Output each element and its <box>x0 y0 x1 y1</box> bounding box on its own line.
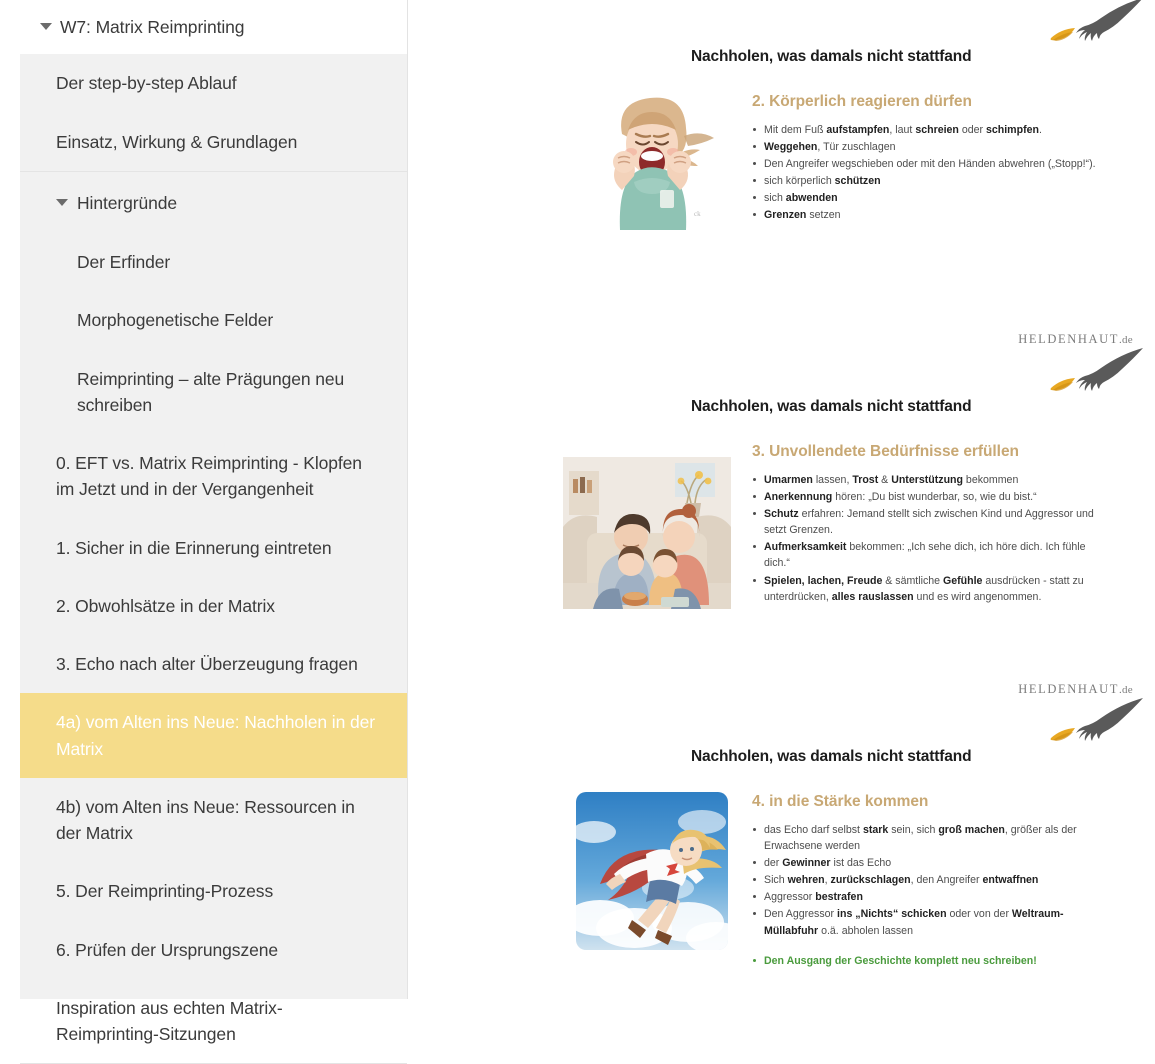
slides-viewer[interactable] <box>408 0 1155 999</box>
sidebar-item-label: Reimprinting – alte Prägungen neu schreiben <box>77 368 345 415</box>
bullet-emphasis: abwenden <box>785 192 838 205</box>
bullet-item <box>764 906 1108 938</box>
bullet-text: Den Angreifer wegschieben oder mit den Händen abwehren („Stopp!“). <box>764 158 1096 171</box>
bullet-text: & sämtliche <box>882 574 943 587</box>
slide-bullet-list <box>748 122 1108 225</box>
bullet-text: und es wird angenommen. <box>913 590 1042 603</box>
bullet-text: sein, sich <box>888 824 939 836</box>
sidebar-item-11[interactable] <box>20 693 407 778</box>
slide-bullet-list <box>748 472 1108 606</box>
hand-reaching-icon <box>1025 346 1145 398</box>
bullet-emphasis: Gefühle <box>942 574 983 587</box>
svg-text:ck: ck <box>694 210 701 218</box>
bullet-text: Sich <box>764 874 788 887</box>
course-sidebar <box>0 0 408 1044</box>
bullet-emphasis: aufstampfen <box>826 124 890 136</box>
bullet-text: , den Angreifer <box>910 874 983 887</box>
sidebar-item-12[interactable] <box>20 778 407 863</box>
bullet-item <box>764 122 1108 138</box>
bullet-emphasis: ins „Nichts“ schicken <box>837 908 947 921</box>
flying-superhero-girl-illustration <box>576 792 728 950</box>
slide-bullet-list <box>748 822 1108 970</box>
bullet-emphasis: Trost <box>852 474 879 486</box>
brand-tld: .de <box>1118 334 1133 346</box>
brand-name: HELDENHAUT <box>1018 332 1119 346</box>
sidebar-item-label: 5. Der Reimprinting-Prozess <box>56 881 274 902</box>
bullet-text: lassen, <box>812 474 853 486</box>
sidebar-list <box>20 0 408 1044</box>
chevron-down-icon[interactable] <box>56 199 68 206</box>
sidebar-item-label: Hintergründe <box>77 192 177 213</box>
sidebar-item-9[interactable] <box>20 577 407 635</box>
bullet-text: , Tür zuschlagen <box>817 141 896 154</box>
bullet-text: setzen <box>806 209 841 222</box>
bullet-item <box>764 822 1108 854</box>
bullet-emphasis: schreien <box>915 124 959 136</box>
sidebar-item-label: 3. Echo nach alter Überzeugung fragen <box>56 654 358 674</box>
bullet-text: sich körperlich <box>764 175 835 188</box>
family-hug-illustration <box>563 457 731 609</box>
bullet-text: , laut <box>889 124 916 136</box>
bullet-item-highlight: Den Ausgang der Geschichte komplett neu schreiben! <box>764 953 1108 969</box>
bullet-emphasis: schimpfen <box>985 124 1039 136</box>
screaming-child-illustration <box>574 82 726 230</box>
sidebar-item-label: Morphogenetische Felder <box>77 310 274 331</box>
sidebar-item-label: W7: Matrix Reimprinting <box>60 17 245 37</box>
bullet-text: bekommen: „Ich sehe dich, ich höre dich. Ich fühle dich.“ <box>764 541 1086 570</box>
bullet-item <box>764 472 1108 488</box>
bullet-emphasis: Anerkennung <box>764 491 833 504</box>
sidebar-item-15[interactable] <box>20 979 407 1064</box>
bullet-text: , <box>824 874 831 887</box>
slide-2 <box>408 350 1155 700</box>
hand-reaching-icon <box>1025 0 1145 48</box>
bullet-item <box>764 190 1108 206</box>
watermark-text <box>1018 682 1133 697</box>
bullet-text: oder von der <box>946 908 1012 921</box>
chevron-down-icon[interactable] <box>40 23 52 30</box>
bullet-emphasis: Spielen, lachen, Freude <box>764 574 883 587</box>
bullet-text: Aggressor <box>764 891 816 904</box>
bullet-text: ausdrücken - statt zu unterdrücken, <box>764 574 1084 603</box>
bullet-emphasis: schützen <box>834 175 881 188</box>
bullet-item <box>764 173 1108 189</box>
bullet-text: bekommen <box>962 474 1019 486</box>
bullet-item <box>764 506 1108 538</box>
bullet-emphasis: groß machen <box>938 824 1005 836</box>
bullet-text: Den Aggressor <box>764 908 838 921</box>
bullet-emphasis: zurückschlagen <box>830 874 911 887</box>
bullet-text: sich <box>764 192 786 205</box>
bullet-item <box>764 207 1108 223</box>
bullet-item <box>764 489 1108 505</box>
bullet-text: oder <box>958 124 986 136</box>
bullet-item <box>764 139 1108 155</box>
bullet-emphasis: Schutz <box>764 508 799 521</box>
bullet-text: . <box>1038 124 1042 136</box>
brand-tld: .de <box>1118 684 1133 696</box>
sidebar-item-10[interactable] <box>20 635 407 693</box>
bullet-item <box>764 889 1108 905</box>
sidebar-item-13[interactable] <box>20 862 407 920</box>
sidebar-item-label: 1. Sicher in die Erinnerung eintreten <box>56 537 332 558</box>
sidebar-item-label: 4b) vom Alten ins Neue: Ressourcen in der Matrix <box>56 796 355 843</box>
sidebar-item-1[interactable] <box>20 54 407 112</box>
bullet-emphasis: Weggehen <box>764 141 818 154</box>
bullet-emphasis: entwaffnen <box>982 874 1039 887</box>
watermark-text <box>1018 332 1133 347</box>
sidebar-item-label: Der Erfinder <box>77 252 171 272</box>
slide-title: Nachholen, was damals nicht stattfand <box>691 48 972 65</box>
slide-3 <box>408 700 1155 1050</box>
slide-heading: 2. Körperlich reagieren dürfen <box>752 93 972 110</box>
bullet-emphasis: Gewinner <box>782 857 831 870</box>
bullet-item <box>764 156 1108 172</box>
slide-heading: 3. Unvollendete Bedürfnisse erfüllen <box>752 443 1019 460</box>
bullet-text: Mit dem Fuß <box>764 124 827 136</box>
bullet-emphasis: alles rauslassen <box>831 590 914 603</box>
sidebar-item-label: 6. Prüfen der Ursprungszene <box>56 939 279 960</box>
sidebar-item-label: 2. Obwohlsätze in der Matrix <box>56 595 275 616</box>
bullet-emphasis: Umarmen <box>764 474 813 486</box>
bullet-text: & <box>878 474 892 486</box>
bullet-text: erfahren: Jemand stellt sich zwischen Kind und Aggressor und setzt Grenzen. <box>764 508 1094 537</box>
sidebar-item-label: Einsatz, Wirkung & Grundlagen <box>56 131 298 152</box>
sidebar-item-label: Der step-by-step Ablauf <box>56 73 237 94</box>
slide-heading: 4. in die Stärke kommen <box>752 793 929 810</box>
brand-name: HELDENHAUT <box>1018 682 1119 696</box>
sidebar-item-label: 0. EFT vs. Matrix Reimprinting - Klopfen im Jetzt und in der Vergangenheit <box>56 453 362 500</box>
bullet-text: o.ä. abholen lassen <box>818 924 913 937</box>
bullet-emphasis: bestrafen <box>815 891 863 904</box>
bullet-emphasis: Unterstützung <box>891 474 963 486</box>
sidebar-item-3[interactable] <box>20 171 407 233</box>
sidebar-item-0[interactable] <box>20 0 407 54</box>
bullet-text: das Echo darf selbst <box>764 824 863 836</box>
sidebar-item-label: Inspiration aus echten Matrix-Reimprinting-Sitzungen <box>56 997 283 1044</box>
bullet-text: der <box>764 857 783 870</box>
bullet-text: ist das Echo <box>830 857 892 870</box>
bullet-emphasis: Grenzen <box>764 209 807 222</box>
sidebar-item-6[interactable] <box>20 350 407 435</box>
bullet-emphasis: Aufmerksamkeit <box>764 541 847 554</box>
bullet-item <box>764 573 1108 605</box>
bullet-emphasis: stark <box>862 824 889 836</box>
bullet-text: hören: „Du bist wunderbar, so, wie du bist.“ <box>832 491 1037 504</box>
bullet-text: , größer als der Erwachsene werden <box>764 824 1077 853</box>
sidebar-item-7[interactable] <box>20 434 407 519</box>
bullet-emphasis: wehren <box>787 874 825 887</box>
bullet-item <box>764 872 1108 888</box>
sidebar-item-label: 4a) vom Alten ins Neue: Nachholen in der Matrix <box>56 712 375 759</box>
slide-title: Nachholen, was damals nicht stattfand <box>691 398 972 415</box>
sidebar-item-5[interactable] <box>20 291 407 349</box>
sidebar-item-8[interactable] <box>20 519 407 577</box>
bullet-item <box>764 539 1108 571</box>
slide-title: Nachholen, was damals nicht stattfand <box>691 748 972 765</box>
sidebar-item-4[interactable] <box>20 233 407 291</box>
bullet-emphasis: Weltraum-Müllabfuhr <box>764 908 1064 937</box>
sidebar-item-14[interactable] <box>20 921 407 979</box>
hand-reaching-icon <box>1025 696 1145 748</box>
sidebar-item-2[interactable] <box>20 113 407 171</box>
slide-1 <box>408 0 1155 350</box>
bullet-item <box>764 855 1108 871</box>
